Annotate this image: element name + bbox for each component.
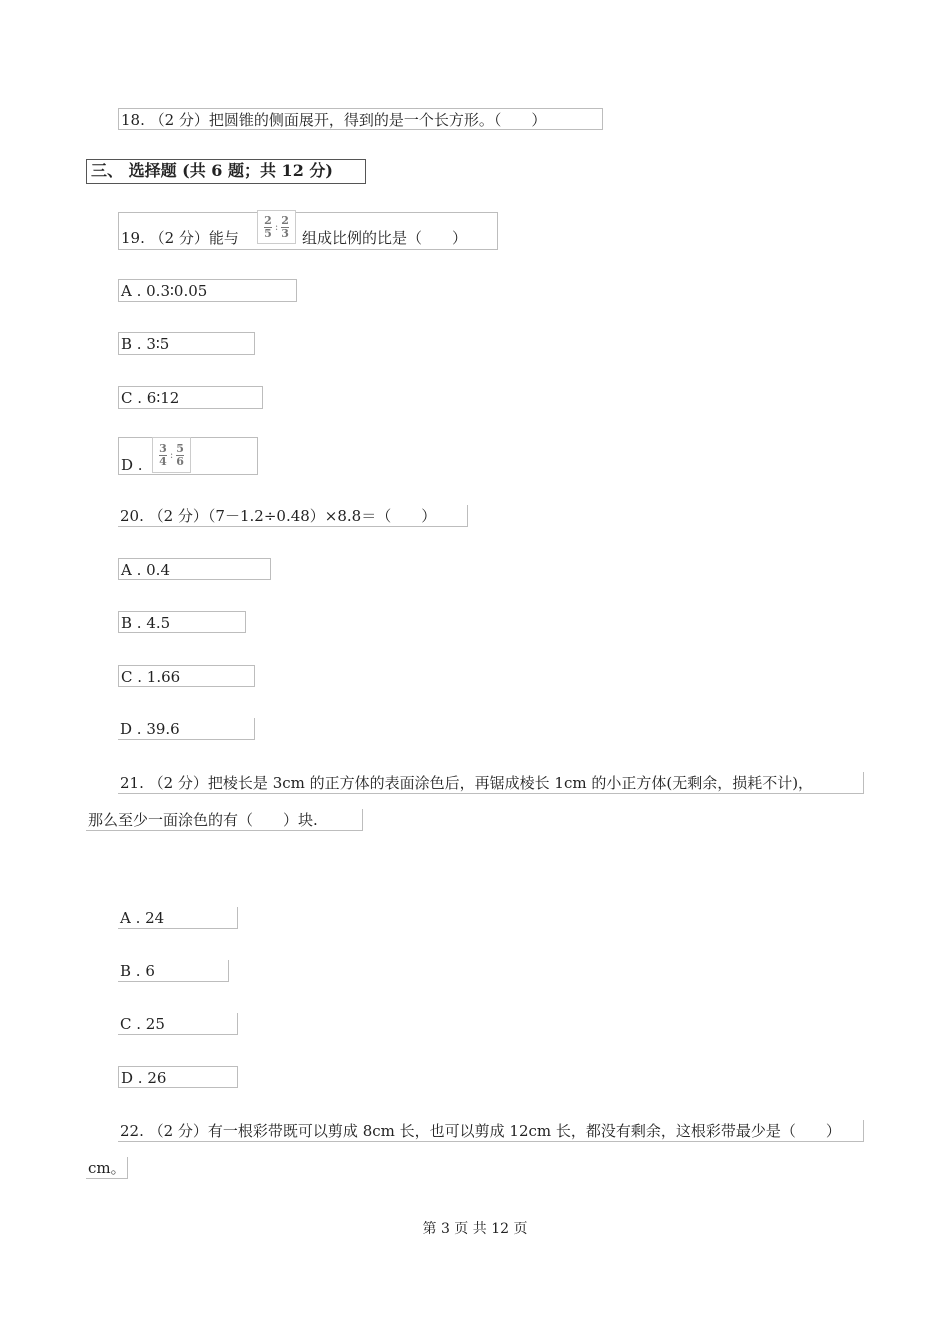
page-footer bbox=[0, 1218, 950, 1238]
fraction: $\frac{5}{6}$ bbox=[176, 441, 184, 468]
question-18 bbox=[118, 108, 603, 130]
option-label: B . 3∶5 bbox=[121, 335, 170, 353]
option-21-c[interactable] bbox=[118, 1013, 238, 1035]
option-label: C . 25 bbox=[120, 1015, 165, 1033]
question-19-suffix: 组成比例的比是（ ） bbox=[302, 229, 468, 247]
question-20 bbox=[118, 505, 468, 527]
question-18-text: 18. （2 分）把圆锥的侧面展开，得到的是一个长方形。（ ） bbox=[121, 111, 547, 129]
option-20-b[interactable] bbox=[118, 611, 246, 633]
question-21-text-1: 21. （2 分）把棱长是 3cm 的正方体的表面涂色后，再锯成棱长 1cm 的小正方体(无剩余，损耗不计)， bbox=[120, 774, 814, 792]
option-label: A . 24 bbox=[120, 909, 165, 927]
page-number: 第 3 页 共 12 页 bbox=[422, 1221, 528, 1237]
question-19-ratio-image: $\frac{2}{5}$ : $\frac{2}{3}$ bbox=[257, 210, 296, 244]
option-label: B . 4.5 bbox=[121, 614, 171, 632]
question-21-line1 bbox=[118, 772, 864, 794]
question-22-line1 bbox=[118, 1120, 864, 1142]
question-22-text-2: cm。 bbox=[88, 1159, 126, 1177]
option-label: C . 6∶12 bbox=[121, 389, 180, 407]
option-20-d[interactable] bbox=[118, 718, 255, 740]
option-21-b[interactable] bbox=[118, 960, 229, 982]
option-19-a[interactable] bbox=[118, 279, 297, 302]
option-19-d-ratio-image: $\frac{3}{4}$ : $\frac{5}{6}$ bbox=[152, 437, 191, 473]
fraction: $\frac{2}{5}$ bbox=[264, 213, 272, 240]
question-21-text-2: 那么至少一面涂色的有（ ）块. bbox=[88, 811, 318, 829]
option-label: D . 26 bbox=[121, 1069, 167, 1087]
section-title: 三、 选择题 (共 6 题；共 12 分) bbox=[91, 161, 333, 180]
option-20-a[interactable] bbox=[118, 558, 271, 580]
option-label: A . 0.3∶0.05 bbox=[121, 282, 208, 300]
question-22-line2 bbox=[86, 1157, 128, 1179]
section-heading bbox=[86, 159, 366, 184]
option-19-b[interactable] bbox=[118, 332, 255, 355]
fraction: $\frac{3}{4}$ bbox=[159, 441, 167, 468]
option-label: B . 6 bbox=[120, 962, 155, 980]
option-label: D . 39.6 bbox=[120, 720, 180, 738]
option-21-d[interactable] bbox=[118, 1066, 238, 1088]
question-21-line2 bbox=[86, 809, 363, 831]
fraction: $\frac{2}{3}$ bbox=[281, 213, 289, 240]
question-22-text-1: 22. （2 分）有一根彩带既可以剪成 8cm 长，也可以剪成 12cm 长，都没有剩余，这根彩带最少是（ ） bbox=[120, 1122, 841, 1140]
option-21-a[interactable] bbox=[118, 907, 238, 929]
option-label: A . 0.4 bbox=[121, 561, 170, 579]
option-20-c[interactable] bbox=[118, 665, 255, 687]
question-19-prefix: 19. （2 分）能与 bbox=[121, 229, 239, 247]
option-label: D . bbox=[121, 456, 143, 474]
option-label: C . 1.66 bbox=[121, 668, 181, 686]
option-19-c[interactable] bbox=[118, 386, 263, 409]
question-20-text: 20. （2 分）（7－1.2÷0.48）×8.8＝（ ） bbox=[120, 507, 437, 525]
